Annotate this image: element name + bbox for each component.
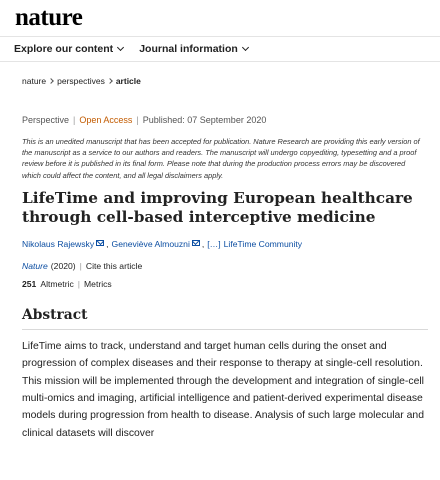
meta-divider: |	[136, 115, 139, 125]
abstract-heading: Abstract	[22, 307, 428, 330]
breadcrumb-article: article	[115, 76, 141, 86]
publication-year: (2020)	[50, 260, 76, 271]
open-access-badge: Open Access	[79, 115, 133, 125]
nav-explore-content[interactable]	[14, 43, 123, 55]
email-icon[interactable]	[192, 240, 200, 246]
site-header	[0, 0, 440, 36]
metrics-link[interactable]: Metrics	[84, 278, 112, 289]
meta-divider: |	[73, 115, 76, 125]
breadcrumb	[0, 62, 440, 98]
meta-divider: |	[77, 278, 81, 289]
chevron-right-icon	[107, 78, 113, 84]
chevron-right-icon	[48, 78, 54, 84]
published-date: Published: 07 September 2020	[142, 115, 267, 125]
nav-journal-information[interactable]	[139, 43, 248, 55]
main-nav	[0, 36, 440, 62]
article-type: Perspective	[22, 115, 70, 125]
citation-row	[0, 259, 440, 273]
author-separator: ,	[201, 238, 205, 249]
author-link[interactable]: LifeTime Community	[223, 238, 303, 249]
metrics-row	[0, 277, 440, 291]
article-title: LifeTime and improving European healthcare through cell-based interceptive medicine	[22, 188, 413, 226]
email-icon[interactable]	[96, 240, 104, 246]
author-list	[0, 237, 440, 251]
nature-logo[interactable]: nature	[15, 4, 83, 31]
abstract-text: LifeTime aims to track, understand and target human cells during the onset and progression of complex diseases and their response to therapy at single-cell resolution. This mission will be implemented through the development and integration of single-cell multi-omics and imaging, artificial intelligence and patient-derived experimental disease models during progression from health to disease. Analysis of such large molecular and clinical datasets will discover	[22, 340, 424, 439]
author-separator: ,	[106, 238, 109, 249]
cite-this-article-link[interactable]: Cite this article	[85, 260, 143, 271]
nav-journal-label: Journal information	[139, 43, 238, 55]
breadcrumb-nature[interactable]: nature	[22, 76, 47, 86]
meta-divider: |	[79, 260, 82, 271]
chevron-down-icon	[117, 44, 124, 51]
unedited-manuscript-notice: This is an unedited manuscript that has been accepted for publication. Nature Research are providing this early version of the manuscript as a service to our authors and readers. The manuscript will undergo copyediting, typesetting and a proof review before it is published in its final form. Please note that during the production process errors may be discovered which could affect the content, and all legal disclaimers apply.	[22, 137, 420, 180]
nav-explore-label: Explore our content	[14, 43, 114, 55]
altmetric-score[interactable]: 251	[22, 278, 37, 289]
altmetric-link[interactable]: Altmetric	[40, 278, 74, 289]
article-meta	[0, 113, 440, 127]
expand-authors-button[interactable]: […]	[207, 238, 221, 249]
author-link[interactable]: Nikolaus Rajewsky	[22, 238, 95, 249]
chevron-down-icon	[242, 44, 249, 51]
breadcrumb-perspectives[interactable]: perspectives	[57, 76, 105, 86]
journal-name-link[interactable]: Nature	[22, 260, 48, 271]
author-link[interactable]: Geneviève Almouzni	[111, 238, 190, 249]
